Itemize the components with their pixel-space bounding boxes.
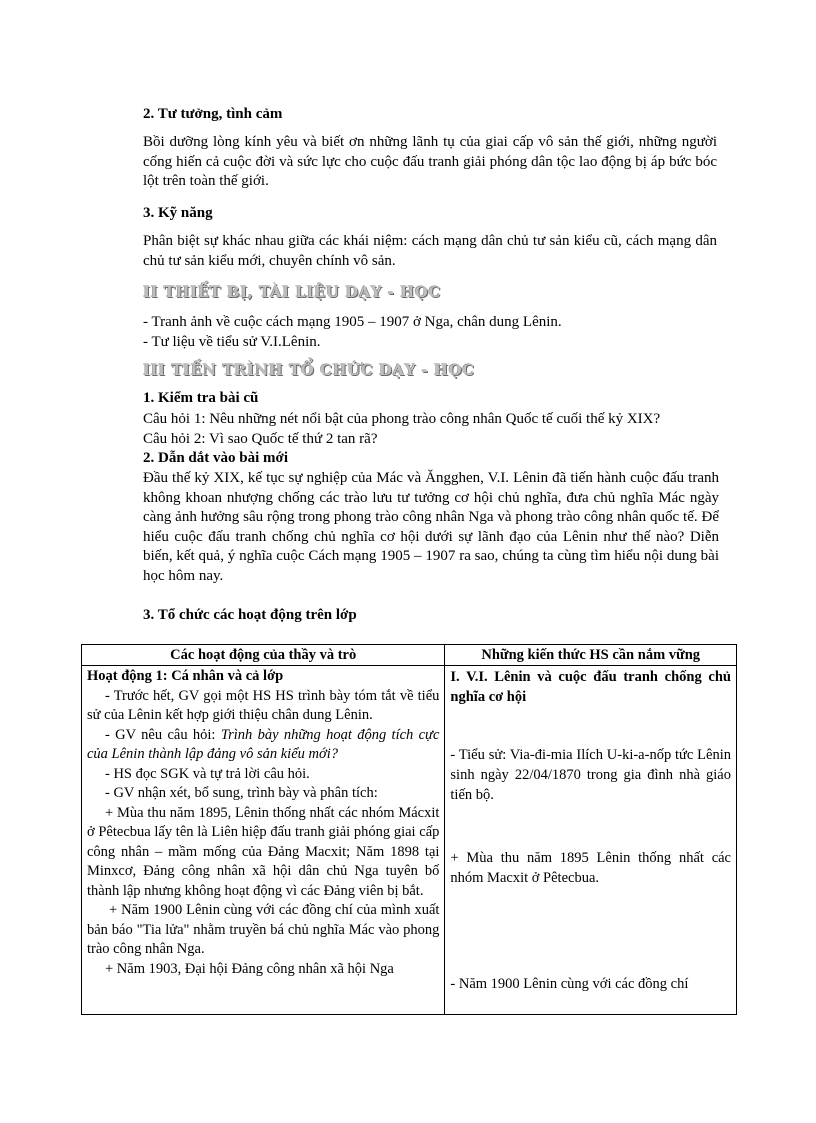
knowledge-heading: I. V.I. Lênin và cuộc đấu tranh chống chủ nghĩa cơ hội <box>450 669 731 705</box>
table-row <box>82 666 737 1015</box>
question-2: Câu hỏi 2: Vì sao Quốc tế thứ 2 tan rã? <box>143 431 378 447</box>
paragraph-thought-text: Bồi dưỡng lòng kính yêu và biết ơn những lãnh tụ của giai cấp vô sản thế giới, những người cống hiến cả cuộc đời và sức lực cho cuộc đấu tranh giải phóng dân tộc lao động bị áp bức bóc lột trên toàn thế giới. <box>143 134 717 189</box>
table-header-knowledge: Những kiến thức HS cần nắm vững <box>445 645 737 666</box>
paragraph-intro-text: Đầu thế kỷ XIX, kế tục sự nghiệp của Mác và Ăngghen, V.I. Lênin đã tiến hành cuộc đấu tranh không khoan nhượng chống các trào lưu tư tưởng cơ hội chủ nghĩa, đưa chủ nghĩa Mác ngày càng ảnh hưởng sâu rộng trong phong trào công nhân Nga và phong trào công nhân quốc tế. Để hiểu cuộc đấu tranh chống chủ nghĩa cơ hội dưới sự lãnh đạo của Lênin như thế nào? Diễn biến, kết quả, ý nghĩa cuộc Cách mạng 1905 – 1907 ra sao, chúng ta cùng tìm hiểu nội dung bài học hôm nay. <box>143 470 719 584</box>
activity-step: - HS đọc SGK và tự trả lời câu hỏi. <box>105 765 310 782</box>
paragraph-intro <box>143 469 719 587</box>
equipment-item: - Tranh ảnh về cuộc cách mạng 1905 – 1907 ở Nga, chân dung Lênin. <box>143 314 562 330</box>
section-heading-thought: 2. Tư tưởng, tình cảm <box>143 106 283 122</box>
activity-step <box>87 726 439 765</box>
question-1: Câu hỏi 1: Nêu những nét nổi bật của phong trào công nhân Quốc tế cuối thế kỷ XIX? <box>143 411 661 427</box>
section-title-equipment: II THIẾT BỊ, TÀI LIỆU DẠY - HỌC <box>143 283 441 301</box>
activity-step: + Mùa thu năm 1895, Lênin thống nhất các nhóm Mácxit ở Pêtecbua lấy tên là Liên hiệp đấu tranh giải phóng giai cấp công nhân – mầm mống của Đảng Macxit; Năm 1898 tại Minxcơ, Đảng công nhân xã hội dân chủ Nga tuyên bố thành lập nhưng không hoạt động vì các Đảng viên bị bắt. <box>87 804 440 899</box>
question-text: Trình bày những hoạt động tích cực của Lênin thành lập đảng vô sản kiểu mới? <box>87 726 440 762</box>
activity-step: + Năm 1900 Lênin cùng với các đồng chí của mình xuất bản báo "Tia lửa" nhằm truyền bá chủ nghĩa Mác vào phong trào công nhân Nga. <box>87 902 440 957</box>
equipment-list <box>143 312 717 352</box>
knowledge-item: - Năm 1900 Lênin cùng với các đồng chí <box>450 976 689 992</box>
subheading-review: 1. Kiểm tra bài cũ <box>143 390 259 406</box>
paragraph-skills-text: Phân biệt sự khác nhau giữa các khái niệm: cách mạng dân chủ tư sản kiểu cũ, cách mạng dân chủ tư sản kiểu mới, chuyên chính vô sản. <box>143 233 717 269</box>
knowledge-cell <box>445 666 737 1015</box>
review-questions <box>143 409 717 449</box>
activities-cell <box>82 666 445 1015</box>
activity-step: - Trước hết, GV gọi một HS HS trình bày tóm tắt về tiểu sử của Lênin kết hợp giới thiệu chân dung Lênin. <box>87 687 440 723</box>
section-heading-skills: 3. Kỹ năng <box>143 205 213 221</box>
paragraph-skills <box>143 232 717 271</box>
question-prefix: - GV nêu câu hỏi: <box>105 726 221 743</box>
section-title-process: III TIẾN TRÌNH TỔ CHỨC DẠY - HỌC <box>143 361 475 379</box>
table-header-activities: Các hoạt động của thầy và trò <box>82 645 445 666</box>
subheading-activities: 3. Tổ chức các hoạt động trên lớp <box>143 607 357 623</box>
equipment-item: - Tư liệu về tiểu sử V.I.Lênin. <box>143 334 321 350</box>
knowledge-item: + Mùa thu năm 1895 Lênin thống nhất các nhóm Macxit ở Pêtecbua. <box>450 850 731 886</box>
activity-step: + Năm 1903, Đại hội Đảng công nhân xã hội Nga <box>105 960 394 977</box>
subheading-intro: 2. Dẫn dắt vào bài mới <box>143 450 288 466</box>
paragraph-thought <box>143 133 717 192</box>
knowledge-item: - Tiểu sử: Via-đi-mia Ilích U-ki-a-nốp tức Lênin sinh ngày 22/04/1870 trong gia đình nhà giáo tiến bộ. <box>450 747 731 803</box>
activity-title: Hoạt động 1: Cá nhân và cả lớp <box>87 668 284 684</box>
activity-step: - GV nhận xét, bổ sung, trình bày và phân tích: <box>105 785 378 801</box>
lesson-table <box>81 644 737 1015</box>
table-header-row <box>82 645 737 666</box>
